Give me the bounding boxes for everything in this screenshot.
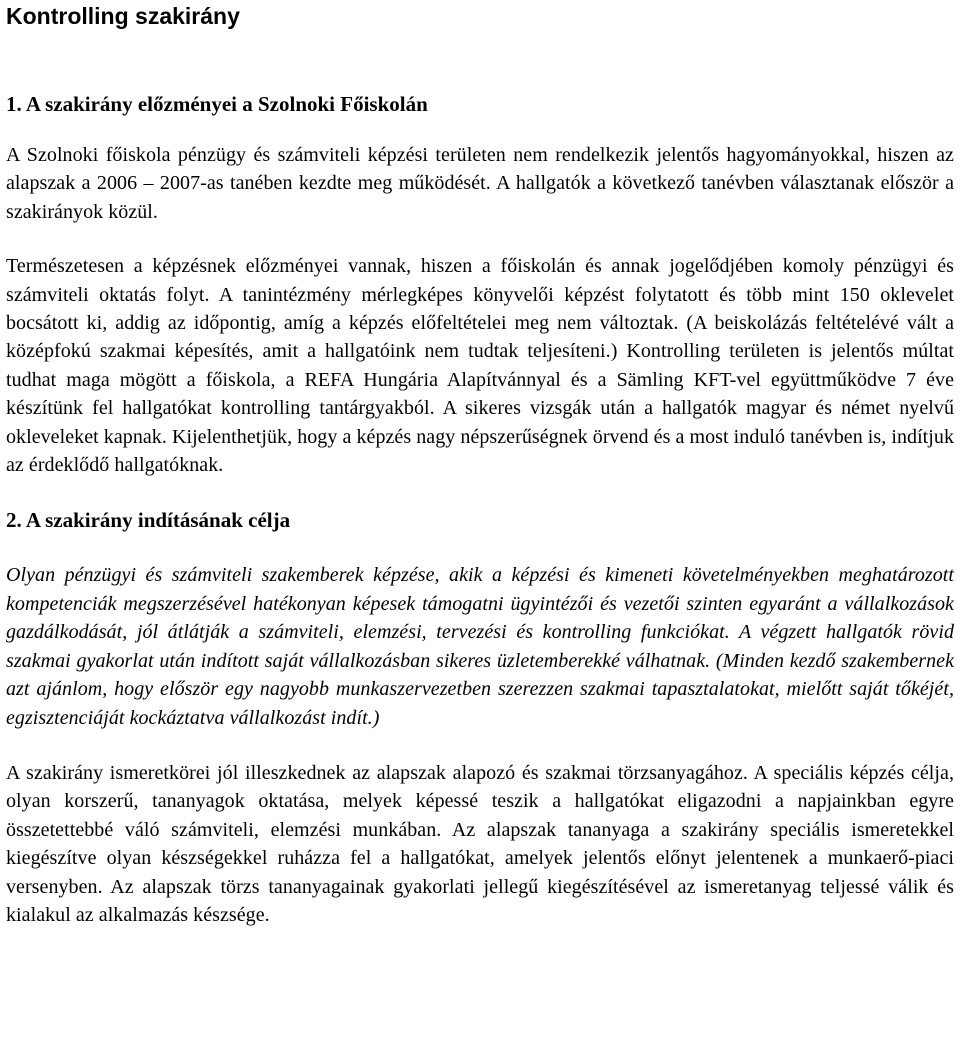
section-heading-1: 1. A szakirány előzményei a Szolnoki Főiskolán xyxy=(6,92,428,116)
section2-paragraph-2: A szakirány ismeretkörei jól illeszkednek az alapszak alapozó és szakmai törzsanyagához. A speciális képzés célja, olyan korszerű, tananyagok oktatása, melyek képessé teszik a hallgatókat eligazodni a napjainkban egyre összetettebbé váló számviteli, elemzési munkában. Az alapszak tananyaga a szakirány speciális ismeretekkel kiegészítve olyan készségekkel ruházza fel a hallgatókat, amelyek jelentős előnyt jelentenek a munkaerő-piaci versenyben. Az alapszak törzs tananyagainak gyakorlati jellegű kiegészítésével az ismeretanyag teljessé válik és kialakul az alkalmazás készsége. xyxy=(6,761,954,926)
section-heading-2: 2. A szakirány indításának célja xyxy=(6,508,291,533)
section1-paragraph-1: A Szolnoki főiskola pénzügy és számviteli képzési területen nem rendelkezik jelentős hagyományokkal, hiszen az alapszak a 2006 – 2007-as tanében kezdte meg működését. A hallgatók a következő tanévben választanak először a szakirányok közül. xyxy=(6,144,954,223)
section1-paragraph-2: Természetesen a képzésnek előzményei vannak, hiszen a főiskolán és annak jogelődjében komoly pénzügyi és számviteli oktatás folyt. A tanintézmény mérlegképes könyvelői képzést folytatott és több mint 150 oklevelet bocsátott ki, addig az időpontig, amíg a képzés előfeltételei meg nem változtak. (A beiskolázás feltételévé vált a középfokú szakmai képesítés, amit a hallgatóink nem tudtak teljesíteni.) Kontrolling területen is jelentős múltat tudhat maga mögött a főiskola, a REFA Hungária Alapítvánnyal és a Sämling KFT-vel együttműködve 7 éve készítünk fel hallgatókat kontrolling tantárgyakból. A sikeres vizsgák után a hallgatók magyar és német nyelvű okleveleket kapnak. Kijelenthetjük, hogy a képzés nagy népszerűségnek örvend és a most induló tanévben is, indítjuk az érdeklődő hallgatóknak. xyxy=(6,255,954,477)
document-title: Kontrolling szakirány xyxy=(6,3,240,29)
section2-italic-paragraph: Olyan pénzügyi és számviteli szakemberek képzése, akik a képzési és kimeneti követelményekben meghatározott kompetenciák megszerzésével hatékonyan képesek támogatni ügyintézői és vezetői szinten egyaránt a vállalkozások gazdálkodását, jól átlátják a számviteli, elemzési, tervezési és kontrolling funkciókat. A végzett hallgatók rövid szakmai gyakorlat után indított saját vállalkozásban sikeres üzletemberekké válhatnak. (Minden kezdő szakembernek azt ajánlom, hogy először egy nagyobb munkaszervezetben szerezzen szakmai tapasztalatokat, mielőtt saját tőkéjét, egzisztenciáját kockáztatva vállalkozást indít.) xyxy=(6,564,954,729)
document-page xyxy=(6,0,954,929)
